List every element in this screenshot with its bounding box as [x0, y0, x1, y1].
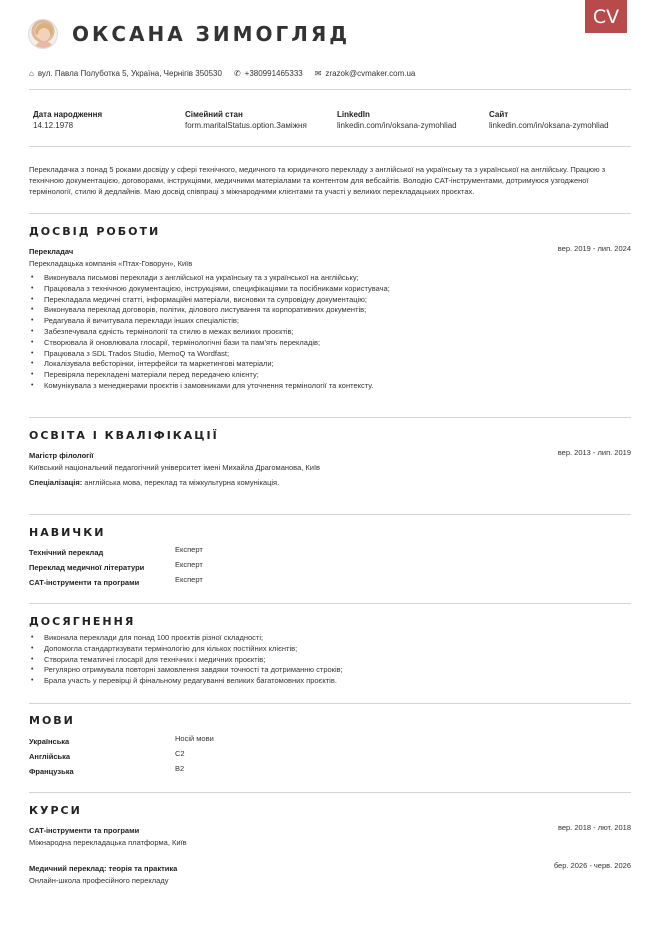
- list-item: • Перевіряла перекладені матеріали перед передачею клієнту;: [29, 370, 390, 381]
- list-item: • Працювала з SDL Trados Studio, MemoQ та Wordfast;: [29, 349, 390, 360]
- skill-level: Експерт: [175, 575, 203, 584]
- divider: [29, 603, 631, 604]
- list-item: • Виконала переклади для понад 100 проєктів різної складності;: [29, 633, 343, 644]
- list-item: • Створила тематичні глосарії для технічних і медичних проєктів;: [29, 655, 343, 666]
- info-marital: [185, 110, 307, 130]
- skill-level: Експерт: [175, 545, 203, 554]
- education-date: вер. 2013 - лип. 2019: [557, 448, 631, 457]
- language-level: Носій мови: [175, 734, 214, 743]
- section-title-achievements: ДОСЯГНЕННЯ: [29, 615, 136, 628]
- contact-phone: [234, 69, 303, 78]
- section-title-courses: КУРСИ: [29, 804, 82, 817]
- specialization: [29, 478, 279, 487]
- contact-bar: [29, 69, 427, 78]
- home-icon: ⌂: [29, 69, 34, 78]
- language-name: Французька: [29, 767, 74, 776]
- section-title-experience: ДОСВІД РОБОТИ: [29, 225, 161, 238]
- list-item: • Створювала й оновлювала глосарії, термінологічні бази та пам’ять перекладів;: [29, 338, 390, 349]
- divider: [29, 146, 631, 147]
- course-date: бер. 2026 - черв. 2026: [553, 861, 631, 870]
- info-linkedin: [337, 110, 457, 130]
- linkedin-label: LinkedIn: [337, 110, 370, 119]
- divider: [29, 417, 631, 418]
- specialization-value: англійська мова, переклад та міжкультурна комунікація.: [84, 478, 280, 487]
- birth-value: 14.12.1978: [33, 121, 74, 130]
- school-name: Київський національний педагогічний університет імені Михайла Драгоманова, Київ: [29, 463, 321, 472]
- skill-level: Експерт: [175, 560, 203, 569]
- course-name: CAT-інструменти та програми: [29, 826, 140, 835]
- list-item: • Виконувала письмові переклади з англійської на українську та з української на англійську;: [29, 273, 390, 284]
- language-level: C2: [175, 749, 185, 758]
- phone-text: +380991465333: [244, 69, 303, 78]
- marital-label: Сімейний стан: [185, 110, 243, 119]
- list-item: • Допомогла стандартизувати термінологію для кількох постійних клієнтів;: [29, 644, 343, 655]
- language-name: Українська: [29, 737, 70, 746]
- section-title-languages: МОВИ: [29, 714, 75, 727]
- divider: [29, 514, 631, 515]
- achievement-bullets: [29, 633, 343, 687]
- info-birth: [33, 110, 102, 130]
- address-text: вул. Павла Полуботка 5, Україна, Чернігів 350530: [37, 69, 222, 78]
- section-title-skills: НАВИЧКИ: [29, 526, 106, 539]
- marital-value: form.maritalStatus.option.Заміжня: [185, 121, 307, 130]
- divider: [29, 213, 631, 214]
- list-item: • Виконувала переклад договорів, політик, ділового листування та корпоративних документів;: [29, 305, 390, 316]
- linkedin-value: linkedin.com/in/oksana-zymohliad: [337, 121, 457, 130]
- site-value: linkedin.com/in/oksana-zymohliad: [489, 121, 609, 130]
- degree-title: Магістр філології: [29, 451, 94, 460]
- job-date: вер. 2019 - лип. 2024: [557, 244, 631, 253]
- contact-email: [315, 69, 416, 78]
- course-org: Онлайн-школа професійного перекладу: [29, 876, 169, 885]
- summary: Перекладачка з понад 5 роками досвіду у сфері технічного, медичного та юридичного перекладу з англійської на українську та з української на англійську. Працюю з технічною документацією, договорами, інструкціями, медичними матеріалами та контентом для вебсайтів. Володію CAT-інструментами, дотримуюся узгодженої термінології, стилю й дедлайнів. Маю досвід співпраці з міжнародними клієнтами та участі у великих перекладацьких проєктах.: [29, 165, 606, 196]
- job-company: Перекладацька компанія «Птах-Говорун», Київ: [29, 259, 193, 268]
- mail-icon: ✉: [314, 69, 322, 78]
- specialization-label: Спеціалізація:: [29, 478, 83, 487]
- course-name: Медичний переклад: теорія та практика: [29, 864, 178, 873]
- list-item: • Забезпечувала єдність термінології та стилю в межах великих проєктів;: [29, 327, 390, 338]
- divider: [29, 792, 631, 793]
- divider: [29, 89, 631, 90]
- list-item: • Комунікувала з менеджерами проєктів і замовниками для уточнення термінології та контексту.: [29, 381, 390, 392]
- skill-name: CAT-інструменти та програми: [29, 578, 140, 587]
- list-item: • Локалізувала вебсторінки, інтерфейси та маркетингові матеріали;: [29, 359, 390, 370]
- contact-address: [29, 69, 222, 78]
- site-label: Сайт: [489, 110, 509, 119]
- list-item: • Регулярно отримувала повторні замовлення завдяки точності та дотриманню строків;: [29, 665, 343, 676]
- section-title-education: ОСВІТА І КВАЛІФІКАЦІЇ: [29, 429, 219, 442]
- course-org: Міжнародна перекладацька платформа, Київ: [29, 838, 187, 847]
- phone-icon: ✆: [233, 69, 241, 78]
- course-date: вер. 2018 - лют. 2018: [557, 823, 631, 832]
- email-text: zrazok@cvmaker.com.ua: [325, 69, 416, 78]
- list-item: • Редагувала й вичитувала переклади інших спеціалістів;: [29, 316, 390, 327]
- list-item: • Перекладала медичні статті, інформаційні матеріали, висновки та супровідну документацію;: [29, 295, 390, 306]
- skill-name: Переклад медичної літератури: [29, 563, 145, 572]
- list-item: • Брала участь у перевірці й фінальному редагуванні великих багатомовних проєктів.: [29, 676, 343, 687]
- language-level: B2: [175, 764, 185, 773]
- language-name: Англійська: [29, 752, 71, 761]
- avatar: [28, 19, 58, 49]
- info-site: [489, 110, 609, 130]
- job-title: Перекладач: [29, 247, 74, 256]
- skill-name: Технічний переклад: [29, 548, 104, 557]
- divider: [29, 703, 631, 704]
- experience-bullets: [29, 273, 390, 392]
- birth-label: Дата народження: [33, 110, 103, 119]
- list-item: • Працювала з технічною документацією, інструкціями, специфікаціями та посібниками користувача;: [29, 284, 390, 295]
- person-name: ОКСАНА ЗИМОГЛЯД: [72, 22, 351, 46]
- cv-badge: CV: [585, 0, 627, 33]
